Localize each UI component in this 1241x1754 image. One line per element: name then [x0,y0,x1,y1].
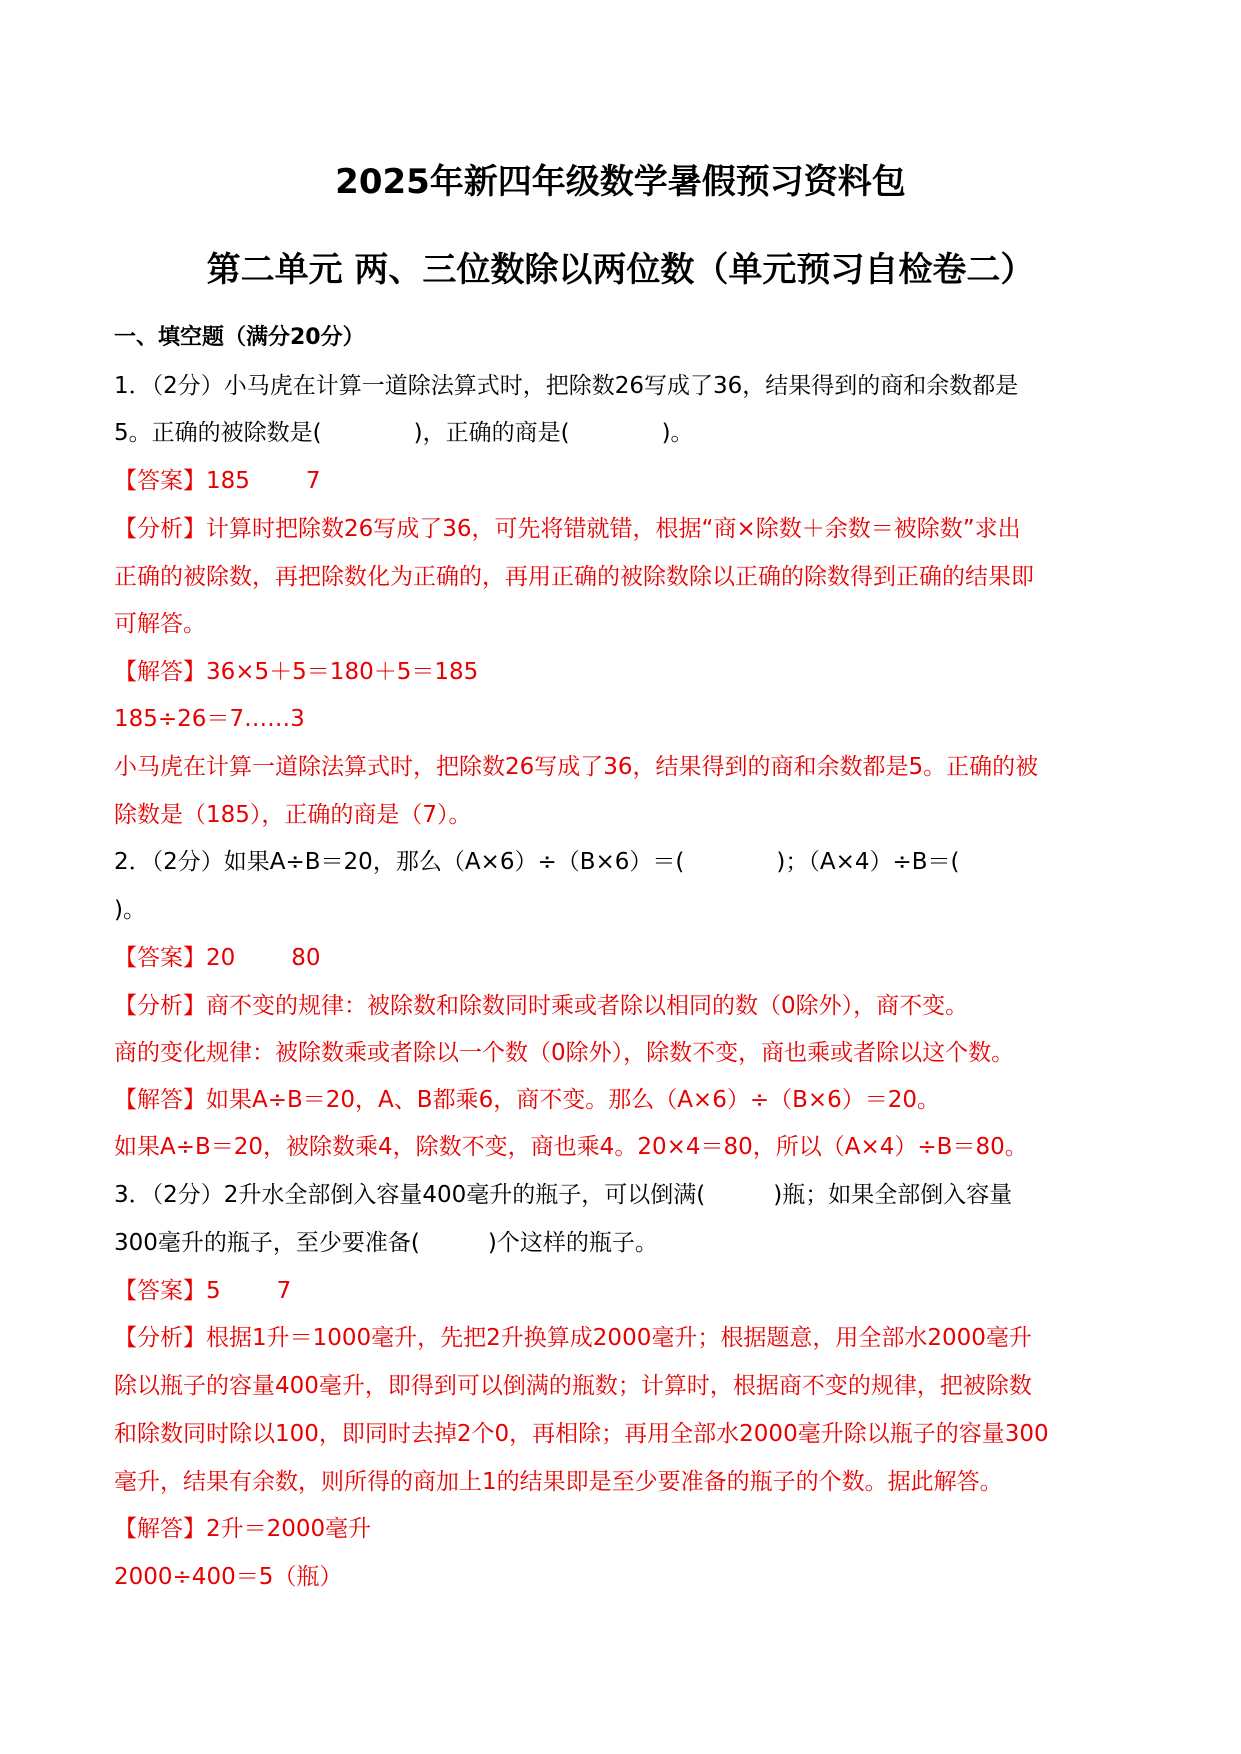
analysis-tag: 【分析】 [114,516,206,542]
question-3-solution-1 [114,1514,371,1544]
question-2-solution-2: 如果A÷B＝20，被除数乘4，除数不变，商也乘4。20×4＝80，所以（A×4）÷B＝80。 [114,1134,1028,1160]
answer-value-2: 7 [305,468,321,494]
section-heading: 一、填空题（满分20分） [114,325,365,350]
question-3-text-a: 3．（2分）2升水全部倒入容量400毫升的瓶子，可以倒满( [114,1182,706,1208]
question-3-analysis-4: 毫升，结果有余数，则所得的商加上1的结果即是至少要准备的瓶子的个数。据此解答。 [114,1469,1003,1495]
answer-tag: 【答案】 [114,945,206,971]
answer-tag: 【答案】 [114,1278,206,1304]
analysis-tag: 【分析】 [114,1325,206,1351]
question-2-line-1 [114,847,960,877]
question-2-line-2: )。 [114,897,146,923]
analysis-tag: 【分析】 [114,993,206,1019]
solution-tag: 【解答】 [114,1087,206,1113]
answer-value-1: 185 [206,468,250,494]
analysis-text: 计算时把除数26写成了36，可先将错就错，根据“商×除数＋余数＝被除数”求出 [206,516,1021,542]
question-2-solution-1 [114,1085,940,1115]
question-1-analysis-1 [114,514,1021,544]
question-1-answer [114,466,321,496]
question-1-text-a: 5。正确的被除数是( [114,420,322,446]
answer-tag: 【答案】 [114,468,206,494]
solution-tag: 【解答】 [114,659,206,685]
analysis-text: 商不变的规律：被除数和除数同时乘或者除以相同的数（0除外），商不变。 [206,993,969,1019]
question-3-analysis-2: 除以瓶子的容量400毫升，即得到可以倒满的瓶数；计算时，根据商不变的规律，把被除数 [114,1373,1032,1399]
question-2-analysis-1 [114,991,968,1021]
question-3-answer [114,1276,291,1306]
question-3-line-1 [114,1180,1012,1210]
question-3-text-c: 300毫升的瓶子，至少要准备( [114,1230,420,1256]
question-1-analysis-2: 正确的被除数，再把除数化为正确的，再用正确的被除数除以正确的除数得到正确的结果即 [114,564,1034,590]
question-1-text-c: )。 [661,420,694,446]
question-3-text-b: )瓶；如果全部倒入容量 [773,1182,1013,1208]
solution-text: 2升＝2000毫升 [206,1516,372,1542]
question-1-text-b: )，正确的商是( [413,420,570,446]
answer-value-2: 80 [291,945,321,971]
question-1-solution-1 [114,657,478,687]
solution-text: 如果A÷B＝20，A、B都乘6，商不变。那么（A×6）÷（B×6）＝20。 [206,1087,941,1113]
question-3-analysis-1 [114,1323,1032,1353]
question-2-text-b: )；（A×4）÷B＝( [776,849,960,875]
question-3-analysis-3: 和除数同时除以100，即同时去掉2个0，再相除；再用全部水2000毫升除以瓶子的容量300 [114,1421,1049,1447]
document-subtitle: 第二单元 两、三位数除以两位数（单元预习自检卷二） [206,250,1035,290]
question-3-solution-2: 2000÷400＝5（瓶） [114,1564,343,1590]
question-3-text-d: )个这样的瓶子。 [487,1230,658,1256]
question-1-line-1: 1．（2分）小马虎在计算一道除法算式时，把除数26写成了36，结果得到的商和余数都是 [114,373,1019,399]
answer-value-2: 7 [276,1278,292,1304]
document-title: 2025年新四年级数学暑假预习资料包 [335,162,906,202]
analysis-text: 根据1升＝1000毫升，先把2升换算成2000毫升；根据题意，用全部水2000毫升 [206,1325,1032,1351]
answer-value-1: 20 [206,945,236,971]
question-1-solution-4: 除数是（185），正确的商是（7）。 [114,802,472,828]
question-1-analysis-3: 可解答。 [114,611,206,637]
question-1-solution-2: 185÷26＝7……3 [114,706,305,732]
question-3-line-2 [114,1228,658,1258]
question-1-line-2 [114,418,694,448]
solution-text: 36×5＋5＝180＋5＝185 [206,659,479,685]
question-2-answer [114,943,321,973]
question-1-solution-3: 小马虎在计算一道除法算式时，把除数26写成了36，结果得到的商和余数都是5。正确的被 [114,754,1039,780]
question-2-text-a: 2．（2分）如果A÷B＝20，那么（A×6）÷（B×6）＝( [114,849,685,875]
solution-tag: 【解答】 [114,1516,206,1542]
answer-value-1: 5 [206,1278,221,1304]
question-2-analysis-2: 商的变化规律：被除数乘或者除以一个数（0除外），除数不变，商也乘或者除以这个数。 [114,1040,1015,1066]
